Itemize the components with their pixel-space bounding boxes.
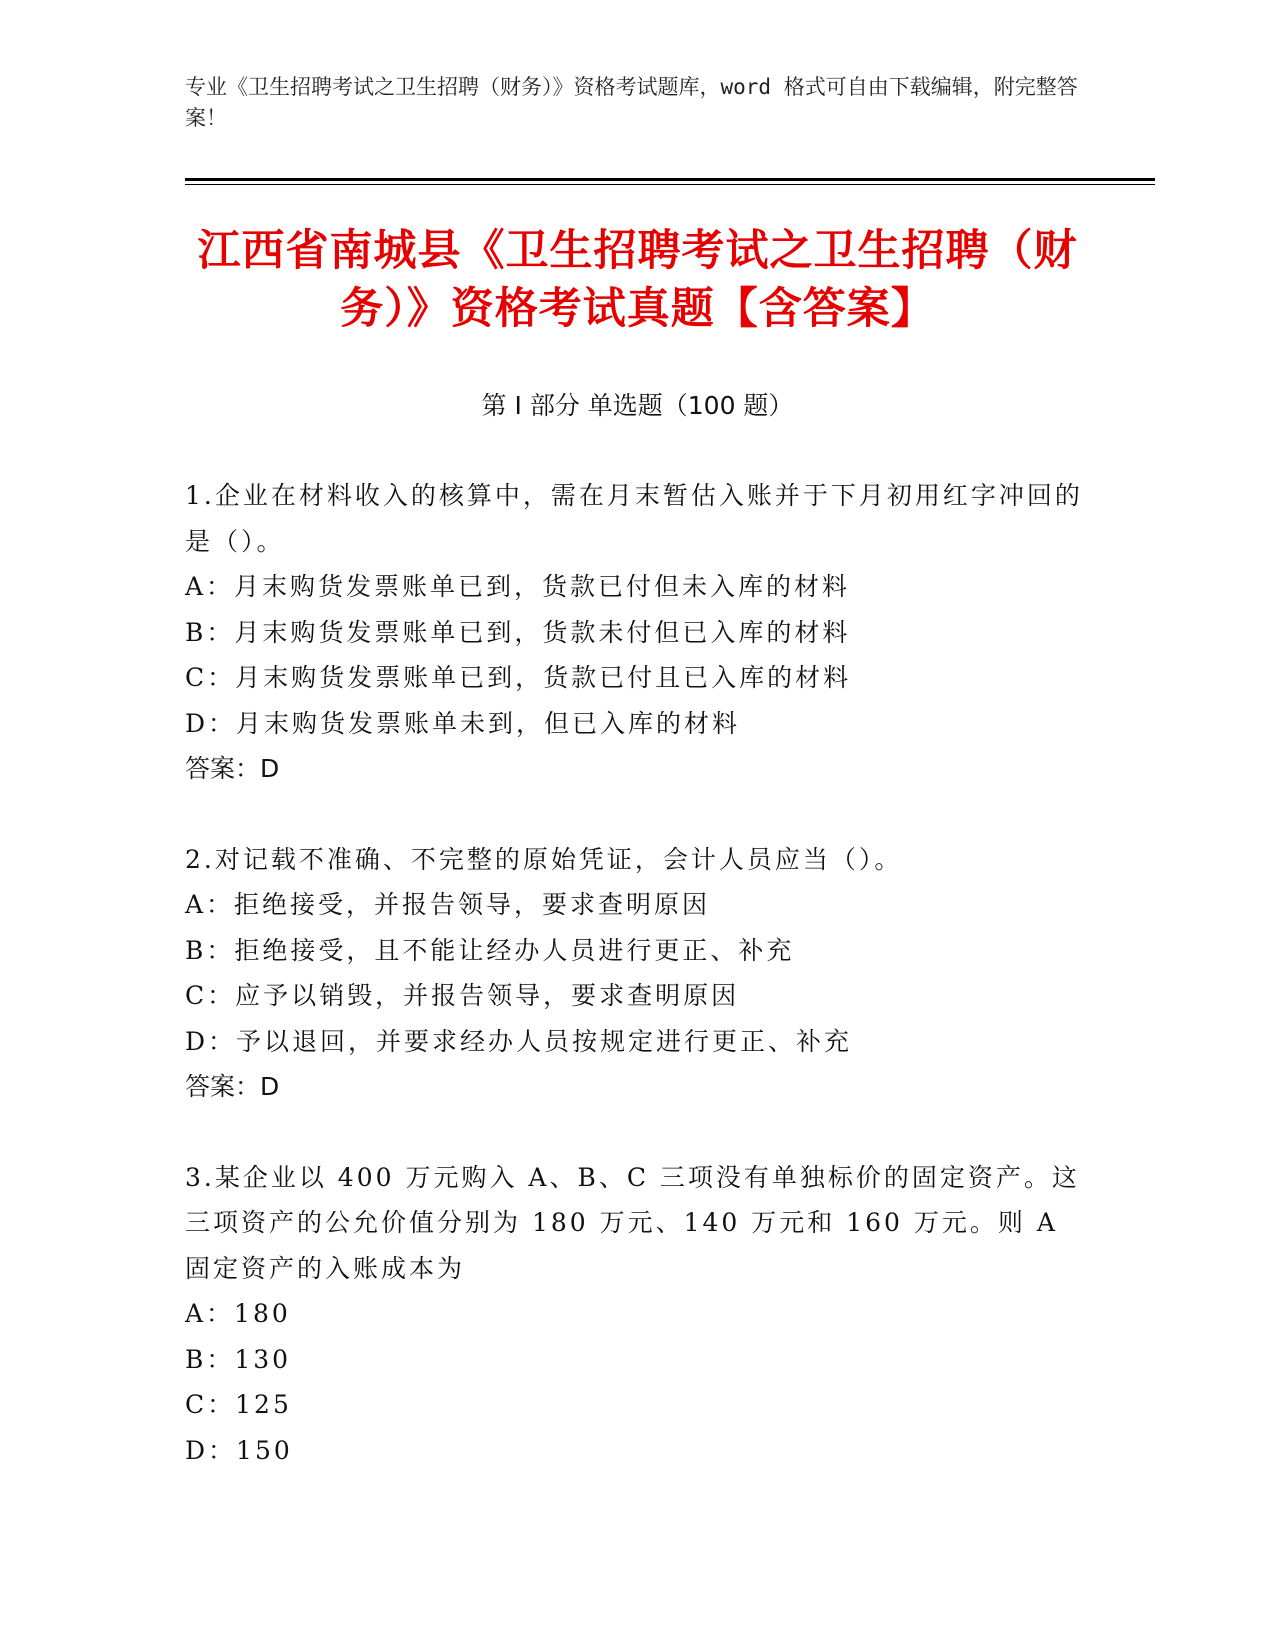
- header-rule-thick: [185, 178, 1155, 181]
- question-stem: 2.对记载不准确、不完整的原始凭证，会计人员应当（）。: [185, 844, 903, 874]
- section-title: 第 I 部分 单选题（100 题）: [481, 391, 794, 420]
- option-c: C：月末购货发票账单已到，货款已付且已入库的材料: [185, 663, 852, 692]
- question-list: [185, 473, 1090, 1518]
- option-d: D：月末购货发票账单未到，但已入库的材料: [185, 708, 741, 738]
- option-d: D：予以退回，并要求经办人员按规定进行更正、补充: [185, 1026, 853, 1056]
- answer: 答案：D: [185, 1072, 280, 1101]
- question-stem: 3.某企业以 400 万元购入 A、B、C 三项没有单独标价的固定资产。这三项资产的公允价值分别为 180 万元、140 万元和 160 万元。则 A 固定资产的入账成本为: [185, 1162, 1080, 1283]
- option-a: A：拒绝接受，并报告领导，要求查明原因: [185, 890, 711, 919]
- header-note: 专业《卫生招聘考试之卫生招聘（财务）》资格考试题库，word 格式可自由下载编辑，附完整答案！: [185, 75, 1078, 130]
- option-a: A：180: [185, 1299, 291, 1328]
- document-title: 江西省南城县《卫生招聘考试之卫生招聘（财务）》资格考试真题【含答案】: [197, 226, 1078, 334]
- option-b: B：130: [185, 1344, 292, 1374]
- answer: 答案：D: [185, 754, 280, 783]
- option-d: D：150: [185, 1435, 293, 1465]
- option-c: C：125: [185, 1390, 292, 1419]
- question-1: [185, 473, 1090, 792]
- question-3: [185, 1155, 1090, 1474]
- header-rule-thin: [185, 184, 1155, 185]
- option-b: B：拒绝接受，且不能让经办人员进行更正、补充: [185, 935, 795, 965]
- question-stem: 1.企业在材料收入的核算中，需在月末暂估入账并于下月初用红字冲回的是（）。: [185, 481, 1083, 556]
- option-c: C：应予以销毁，并报告领导，要求查明原因: [185, 981, 740, 1010]
- option-b: B：月末购货发票账单已到，货款未付但已入库的材料: [185, 617, 851, 647]
- question-2: [185, 837, 1090, 1110]
- option-a: A：月末购货发票账单已到，货款已付但未入库的材料: [185, 572, 851, 601]
